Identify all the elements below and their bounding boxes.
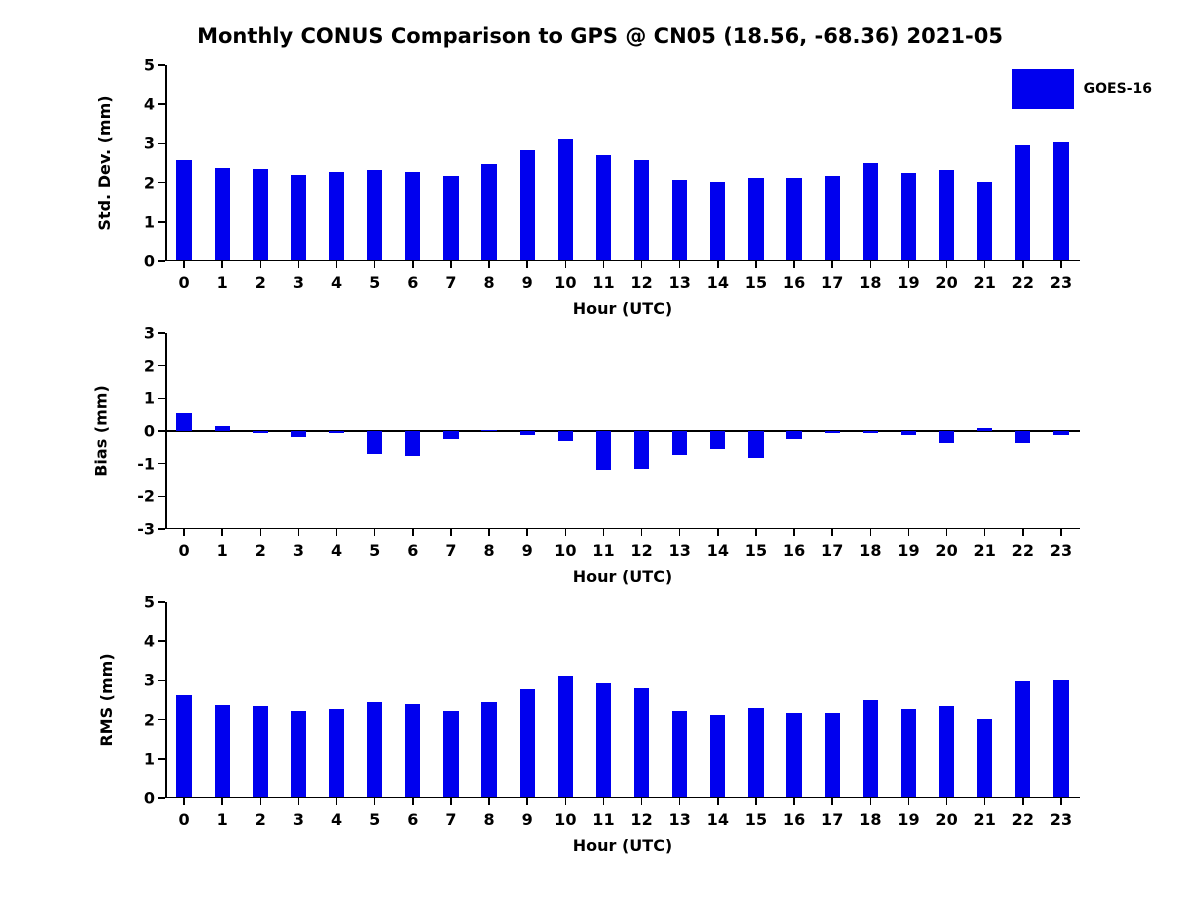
x-tick-label: 20 <box>935 273 958 292</box>
x-tick-label: 20 <box>935 810 958 829</box>
bar <box>215 705 230 798</box>
bar <box>1015 145 1030 261</box>
y-tick <box>158 797 165 799</box>
plot-area-rms <box>143 592 1080 829</box>
y-tick-label: 0 <box>143 421 155 441</box>
x-tick-label: 8 <box>483 273 495 292</box>
bar <box>329 709 344 798</box>
x-tick-label: 1 <box>216 273 228 292</box>
x-tick <box>641 529 643 536</box>
x-tick <box>488 529 490 536</box>
bar <box>901 709 916 798</box>
plot-area-std-dev <box>143 55 1080 292</box>
x-tick <box>336 261 338 268</box>
bar <box>291 431 306 437</box>
x-tick-label: 23 <box>1049 273 1073 292</box>
y-tick <box>158 430 165 432</box>
y-tick-label: -2 <box>137 486 155 506</box>
x-tick-label: 17 <box>821 273 844 292</box>
x-tick-label: 16 <box>782 541 806 560</box>
x-tick <box>984 261 986 268</box>
x-tick <box>1060 798 1062 805</box>
x-tick <box>1022 261 1024 268</box>
y-tick-label: 4 <box>143 94 155 114</box>
x-tick <box>450 529 452 536</box>
x-tick <box>488 798 490 805</box>
x-tick <box>831 529 833 536</box>
x-tick <box>984 529 986 536</box>
x-tick <box>946 261 948 268</box>
x-tick-label: 14 <box>706 273 729 292</box>
x-tick-label: 5 <box>369 810 381 829</box>
y-tick <box>158 680 165 682</box>
x-tick-label: 5 <box>369 541 381 560</box>
bar <box>291 175 306 261</box>
bar <box>367 702 382 798</box>
x-tick-label: 19 <box>897 541 920 560</box>
x-tick <box>374 798 376 805</box>
bar <box>710 182 725 261</box>
bar <box>977 182 992 261</box>
x-tick <box>183 529 185 536</box>
x-axis-line <box>165 528 1080 530</box>
bar <box>1015 681 1030 798</box>
y-tick <box>158 143 165 145</box>
y-tick-label: 0 <box>143 788 155 808</box>
x-tick <box>717 529 719 536</box>
x-tick <box>1022 798 1024 805</box>
x-tick <box>641 261 643 268</box>
bar <box>558 139 573 261</box>
x-tick <box>565 529 567 536</box>
x-tick <box>603 798 605 805</box>
x-tick-label: 23 <box>1049 810 1073 829</box>
bar <box>596 431 611 470</box>
x-tick <box>450 798 452 805</box>
x-tick <box>946 798 948 805</box>
x-tick-label: 22 <box>1011 541 1034 560</box>
x-tick <box>1022 529 1024 536</box>
x-tick-label: 7 <box>445 273 457 292</box>
y-tick-label: 4 <box>143 631 155 651</box>
bar <box>634 431 649 469</box>
bar <box>558 676 573 798</box>
bar <box>443 431 458 439</box>
bar <box>672 431 687 455</box>
x-axis-label-rms: Hour (UTC) <box>572 836 673 855</box>
y-tick <box>158 221 165 223</box>
x-tick-label: 18 <box>859 273 882 292</box>
bar <box>481 702 496 798</box>
x-tick-label: 21 <box>973 541 996 560</box>
y-tick <box>158 182 165 184</box>
x-tick-label: 18 <box>859 810 882 829</box>
x-tick <box>526 261 528 268</box>
x-tick-label: 21 <box>973 810 996 829</box>
y-tick-label: 1 <box>143 749 155 769</box>
x-tick-label: 13 <box>668 810 691 829</box>
y-tick <box>158 601 165 603</box>
x-tick <box>793 529 795 536</box>
y-axis-line <box>165 333 167 529</box>
bar <box>672 180 687 261</box>
bar <box>596 683 611 798</box>
bar <box>825 176 840 261</box>
bar <box>443 176 458 261</box>
bar <box>596 155 611 261</box>
y-tick <box>158 365 165 367</box>
x-tick-label: 12 <box>630 541 653 560</box>
x-tick-label: 7 <box>445 810 457 829</box>
y-tick-label: 2 <box>143 710 155 730</box>
x-tick-label: 3 <box>292 810 305 829</box>
x-tick-label: 4 <box>330 541 343 560</box>
x-tick-label: 20 <box>935 541 958 560</box>
x-tick <box>641 798 643 805</box>
bar <box>253 169 268 261</box>
bar <box>253 431 268 433</box>
bar <box>1053 431 1068 435</box>
x-tick <box>603 261 605 268</box>
x-tick-label: 18 <box>859 541 882 560</box>
y-axis-label-bias: Bias (mm) <box>91 385 111 477</box>
y-tick-label: 1 <box>143 212 155 232</box>
x-tick-label: 8 <box>483 810 495 829</box>
x-tick <box>755 261 757 268</box>
y-tick-label: 2 <box>143 173 155 193</box>
x-tick-label: 15 <box>744 810 768 829</box>
x-tick <box>717 261 719 268</box>
x-axis-line <box>165 260 1080 262</box>
x-tick-label: 17 <box>821 541 844 560</box>
legend-std-dev <box>1012 69 1152 109</box>
bar <box>634 160 649 261</box>
x-tick <box>717 798 719 805</box>
bar <box>901 173 916 261</box>
x-tick-label: 0 <box>178 273 190 292</box>
page-title: Monthly CONUS Comparison to GPS @ CN05 (18.56, -68.36) 2021-05 <box>197 24 1003 48</box>
x-tick <box>908 261 910 268</box>
y-tick-label: 3 <box>143 323 155 343</box>
bar <box>215 168 230 261</box>
x-tick <box>755 529 757 536</box>
bar <box>977 719 992 798</box>
x-tick <box>221 261 223 268</box>
y-tick-label: -1 <box>137 454 155 474</box>
bar <box>710 715 725 798</box>
x-tick <box>488 261 490 268</box>
x-tick <box>870 798 872 805</box>
x-tick-label: 15 <box>744 273 768 292</box>
x-tick <box>526 798 528 805</box>
x-tick-label: 11 <box>592 541 615 560</box>
y-tick <box>158 719 165 721</box>
bar <box>863 163 878 261</box>
x-tick-label: 11 <box>592 810 615 829</box>
bar <box>481 164 496 261</box>
x-tick-label: 0 <box>178 810 190 829</box>
x-tick <box>221 798 223 805</box>
bar <box>939 431 954 443</box>
x-tick-label: 3 <box>292 541 305 560</box>
chart-panel-std-dev <box>95 55 1152 318</box>
x-tick-label: 16 <box>782 810 806 829</box>
x-tick-label: 19 <box>897 273 920 292</box>
y-tick <box>158 103 165 105</box>
x-tick-label: 21 <box>973 273 996 292</box>
x-tick <box>412 798 414 805</box>
bar <box>176 160 191 261</box>
x-tick <box>336 798 338 805</box>
x-tick <box>374 261 376 268</box>
x-tick <box>679 261 681 268</box>
x-tick-label: 22 <box>1011 810 1034 829</box>
x-tick-label: 2 <box>254 273 266 292</box>
bar <box>863 431 878 433</box>
x-tick-label: 9 <box>521 273 533 292</box>
bar <box>329 431 344 433</box>
y-tick-label: 2 <box>143 356 155 376</box>
x-tick <box>412 261 414 268</box>
bar <box>176 413 191 431</box>
y-axis-line <box>165 65 167 261</box>
x-tick-label: 8 <box>483 541 495 560</box>
y-tick-label: 1 <box>143 388 155 408</box>
y-tick <box>158 64 165 66</box>
x-tick <box>1060 261 1062 268</box>
x-tick <box>260 261 262 268</box>
x-tick <box>946 529 948 536</box>
x-tick <box>298 529 300 536</box>
x-tick-label: 1 <box>216 541 228 560</box>
x-tick-label: 9 <box>521 810 533 829</box>
bar <box>748 178 763 261</box>
bar <box>710 431 725 449</box>
bar <box>520 150 535 261</box>
bar <box>825 431 840 433</box>
bar <box>520 689 535 798</box>
x-tick-label: 10 <box>554 810 577 829</box>
y-tick-label: -3 <box>137 519 155 539</box>
bar <box>176 695 191 798</box>
y-tick <box>158 758 165 760</box>
bar <box>939 170 954 261</box>
chart-panel-rms <box>97 592 1080 855</box>
x-tick-label: 13 <box>668 273 691 292</box>
x-tick-label: 3 <box>292 273 305 292</box>
x-tick-label: 5 <box>369 273 381 292</box>
bar <box>634 688 649 798</box>
x-tick <box>526 529 528 536</box>
y-tick <box>158 640 165 642</box>
x-tick-label: 15 <box>744 541 768 560</box>
y-tick <box>158 332 165 334</box>
x-tick <box>831 261 833 268</box>
x-tick-label: 13 <box>668 541 691 560</box>
x-tick <box>908 798 910 805</box>
bar <box>405 172 420 261</box>
x-tick <box>870 261 872 268</box>
bar <box>863 700 878 798</box>
bar <box>1015 431 1030 443</box>
bar <box>748 431 763 458</box>
x-tick <box>1060 529 1062 536</box>
x-tick <box>679 798 681 805</box>
x-tick <box>221 529 223 536</box>
x-tick-label: 2 <box>254 541 266 560</box>
x-tick-label: 11 <box>592 273 615 292</box>
x-tick <box>908 529 910 536</box>
x-tick-label: 7 <box>445 541 457 560</box>
bar <box>291 711 306 798</box>
y-tick-label: 3 <box>143 670 155 690</box>
x-tick <box>336 529 338 536</box>
x-tick <box>870 529 872 536</box>
y-tick-label: 0 <box>143 251 155 271</box>
x-tick-label: 10 <box>554 273 577 292</box>
legend-label: GOES-16 <box>1083 81 1152 97</box>
y-axis-line <box>165 602 167 798</box>
x-tick <box>793 261 795 268</box>
x-tick-label: 22 <box>1011 273 1034 292</box>
x-tick-label: 14 <box>706 810 729 829</box>
x-tick-label: 17 <box>821 810 844 829</box>
x-tick <box>565 798 567 805</box>
y-tick-label: 5 <box>143 592 155 612</box>
x-tick <box>603 529 605 536</box>
x-tick <box>374 529 376 536</box>
x-tick-label: 4 <box>330 273 343 292</box>
x-tick-label: 12 <box>630 273 653 292</box>
bar <box>939 706 954 798</box>
y-tick <box>158 260 165 262</box>
bar <box>405 704 420 798</box>
x-tick-label: 2 <box>254 810 266 829</box>
x-tick <box>565 261 567 268</box>
x-tick-label: 12 <box>630 810 653 829</box>
x-tick-label: 6 <box>407 541 419 560</box>
bar <box>786 713 801 798</box>
y-axis-label-std-dev: Std. Dev. (mm) <box>95 95 115 231</box>
x-tick <box>412 529 414 536</box>
bar <box>1053 142 1068 261</box>
chart-panel-bias <box>91 323 1080 586</box>
x-tick <box>260 529 262 536</box>
bar <box>215 426 230 431</box>
y-tick <box>158 496 165 498</box>
y-axis-label-rms: RMS (mm) <box>97 653 117 747</box>
bar <box>481 430 496 432</box>
bar <box>786 178 801 261</box>
bar <box>405 431 420 456</box>
bar <box>901 431 916 435</box>
x-tick <box>831 798 833 805</box>
x-tick-label: 23 <box>1049 541 1073 560</box>
y-tick <box>158 463 165 465</box>
y-tick-label: 5 <box>143 55 155 75</box>
x-tick-label: 6 <box>407 273 419 292</box>
legend-swatch <box>1012 69 1074 109</box>
x-axis-line <box>165 797 1080 799</box>
bar <box>253 706 268 798</box>
bar <box>977 428 992 431</box>
x-tick <box>450 261 452 268</box>
bar <box>367 170 382 261</box>
x-tick-label: 10 <box>554 541 577 560</box>
x-tick-label: 14 <box>706 541 729 560</box>
x-tick <box>298 798 300 805</box>
y-tick <box>158 528 165 530</box>
y-tick-label: 3 <box>143 133 155 153</box>
bar <box>1053 680 1068 798</box>
x-tick <box>183 798 185 805</box>
bar <box>520 431 535 435</box>
x-tick-label: 9 <box>521 541 533 560</box>
plot-area-bias <box>137 323 1080 560</box>
x-tick-label: 0 <box>178 541 190 560</box>
x-tick <box>793 798 795 805</box>
x-tick <box>755 798 757 805</box>
x-tick-label: 6 <box>407 810 419 829</box>
x-tick-label: 1 <box>216 810 228 829</box>
x-tick-label: 19 <box>897 810 920 829</box>
x-tick <box>984 798 986 805</box>
bar <box>748 708 763 798</box>
x-tick-label: 16 <box>782 273 806 292</box>
x-axis-label-std-dev: Hour (UTC) <box>572 299 673 318</box>
bar <box>443 711 458 798</box>
bar <box>672 711 687 798</box>
bar <box>558 431 573 441</box>
x-tick-label: 4 <box>330 810 343 829</box>
y-tick <box>158 398 165 400</box>
x-tick <box>298 261 300 268</box>
x-tick <box>183 261 185 268</box>
x-tick <box>679 529 681 536</box>
bar <box>367 431 382 454</box>
bar <box>825 713 840 798</box>
x-tick <box>260 798 262 805</box>
x-axis-label-bias: Hour (UTC) <box>572 567 673 586</box>
bar <box>329 172 344 261</box>
bar <box>786 431 801 439</box>
